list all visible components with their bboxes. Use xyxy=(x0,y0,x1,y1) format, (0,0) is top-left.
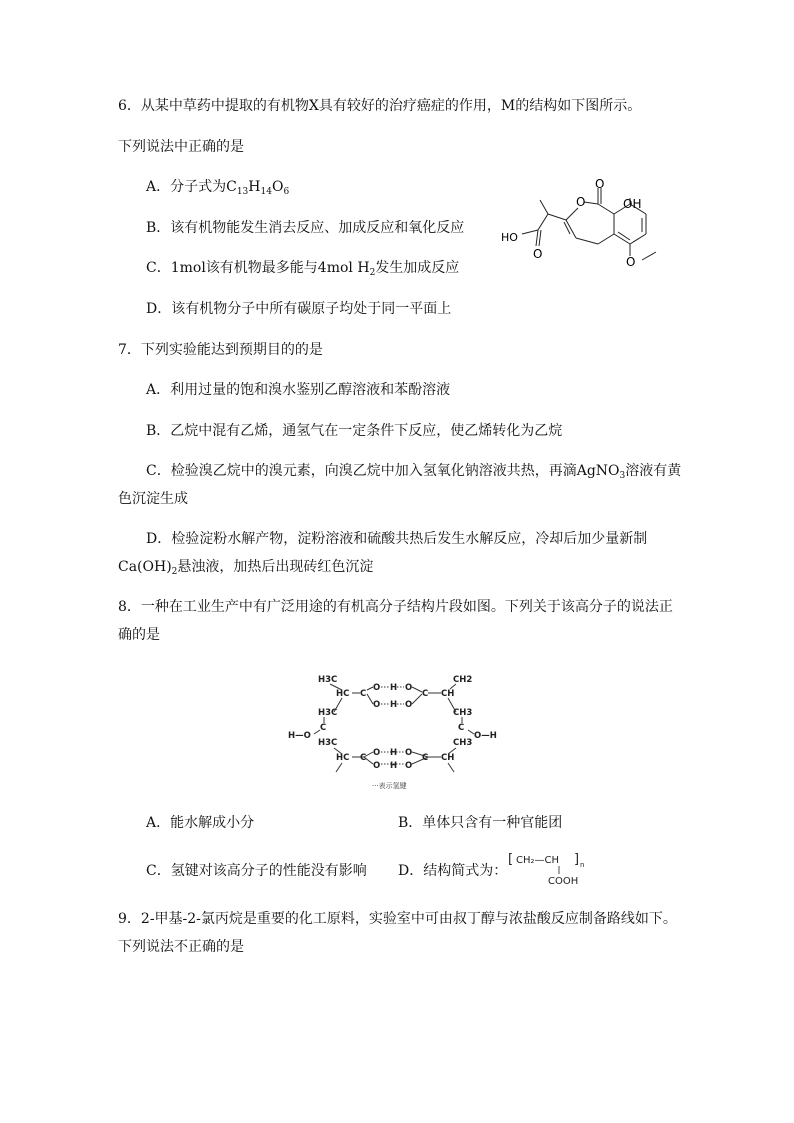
q7-option-c-line1: C．检验溴乙烷中的溴元素，向溴乙烷中加入氢氧化钠溶液共热，再滴AgNO$_3$溶液有黄 xyxy=(146,463,682,481)
q6-molecule-structure xyxy=(496,176,676,276)
q6-prompt: 下列说法中正确的是 xyxy=(118,139,244,155)
svg-text:]: ] xyxy=(574,852,580,867)
q6-stem: 6．从某中草药中提取的有机物X具有较好的治疗癌症的作用，M的结构如下图所示。 xyxy=(118,98,642,114)
svg-text:n: n xyxy=(580,861,585,869)
svg-text:HC: HC xyxy=(336,753,350,763)
q8-option-a: A．能水解成小分 xyxy=(146,815,255,831)
q8-option-d-formula xyxy=(506,850,596,888)
q9-stem-line1: 9．2-甲基-2-氯丙烷是重要的化工原料，实验室中可由叔丁醇与浓盐酸反应制备路线如下。 xyxy=(118,911,677,927)
svg-text:CH3: CH3 xyxy=(453,708,473,718)
q8-option-d: D．结构简式为： xyxy=(398,863,508,879)
q7-stem: 7．下列实验能达到预期目的的是 xyxy=(118,342,323,358)
ring-o-label: O xyxy=(576,195,586,209)
q7-option-c-line2: 色沉淀生成 xyxy=(118,491,188,507)
q8-option-c: C．氢键对该高分子的性能没有影响 xyxy=(146,863,367,879)
q6-option-c: C．1mol该有机物最多能与4mol $H_2$发生加成反应 xyxy=(146,260,460,278)
svg-text:[: [ xyxy=(508,852,514,867)
acid-o-label: O xyxy=(533,247,543,261)
phenol-oh-label: OH xyxy=(623,197,642,211)
svg-text:C: C xyxy=(458,723,465,733)
q6-option-d: D．该有机物分子中所有碳原子均处于同一平面上 xyxy=(146,301,452,317)
svg-text:H3C: H3C xyxy=(318,675,338,685)
svg-text:O—H: O—H xyxy=(474,731,497,741)
svg-text:H: H xyxy=(390,700,398,710)
q7-option-b: B．乙烷中混有乙烯，通氢气在一定条件下反应，使乙烯转化为乙烷 xyxy=(146,423,563,439)
svg-text:CH2: CH2 xyxy=(453,675,473,685)
q8-polymer-figure xyxy=(284,668,504,794)
svg-text:HC: HC xyxy=(336,689,350,699)
svg-text:C: C xyxy=(422,689,429,699)
q7-option-d-line1: D．检验淀粉水解产物，淀粉溶液和硫酸共热后发生水解反应，冷却后加少量新制 xyxy=(146,531,648,547)
acid-ho-label: HO xyxy=(501,231,518,244)
methoxy-o-label: O xyxy=(626,255,636,269)
q9-stem-line2: 下列说法不正确的是 xyxy=(118,939,244,955)
q7-option-a: A．利用过量的饱和溴水鉴别乙醇溶液和苯酚溶液 xyxy=(146,382,451,398)
svg-text:C: C xyxy=(360,753,367,763)
svg-text:C: C xyxy=(320,723,327,733)
q6-option-a: A．分子式为$C_{13}H_{14}O_6$ xyxy=(146,179,290,197)
svg-text:H: H xyxy=(390,761,398,771)
svg-text:H3C: H3C xyxy=(318,708,338,718)
svg-text:COOH: COOH xyxy=(548,876,579,887)
svg-text:CH: CH xyxy=(441,753,455,763)
q7-option-d-line2: $Ca(OH)_2$悬浊液，加热后出现砖红色沉淀 xyxy=(118,559,374,577)
q8-stem-line1: 8．一种在工业生产中有广泛用途的有机高分子结构片段如图。下列关于该高分子的说法正 xyxy=(118,599,673,615)
svg-text:O: O xyxy=(373,700,381,710)
svg-text:CH: CH xyxy=(441,689,455,699)
svg-text:O: O xyxy=(373,683,381,693)
svg-text:O: O xyxy=(373,748,381,758)
q6-option-b: B．该有机物能发生消去反应、加成反应和氧化反应 xyxy=(146,220,465,236)
svg-text:H—O: H—O xyxy=(288,731,311,741)
svg-text:O: O xyxy=(405,683,413,693)
svg-text:H: H xyxy=(390,683,398,693)
q8-option-b: B．单体只含有一种官能团 xyxy=(398,815,563,831)
svg-text:C: C xyxy=(422,753,429,763)
svg-text:H3C: H3C xyxy=(318,738,338,748)
svg-text:C: C xyxy=(360,689,367,699)
q8-stem-line2: 确的是 xyxy=(118,627,160,643)
svg-text:O: O xyxy=(405,700,413,710)
svg-text:O: O xyxy=(405,748,413,758)
carbonyl-o-label: O xyxy=(595,177,605,191)
svg-text:CH₂—CH: CH₂—CH xyxy=(516,855,560,866)
svg-text:CH3: CH3 xyxy=(453,738,473,748)
svg-text:O: O xyxy=(405,761,413,771)
svg-text:O: O xyxy=(373,761,381,771)
q8-figure-caption: ···表示氢键 xyxy=(372,782,407,790)
svg-text:H: H xyxy=(390,748,398,758)
